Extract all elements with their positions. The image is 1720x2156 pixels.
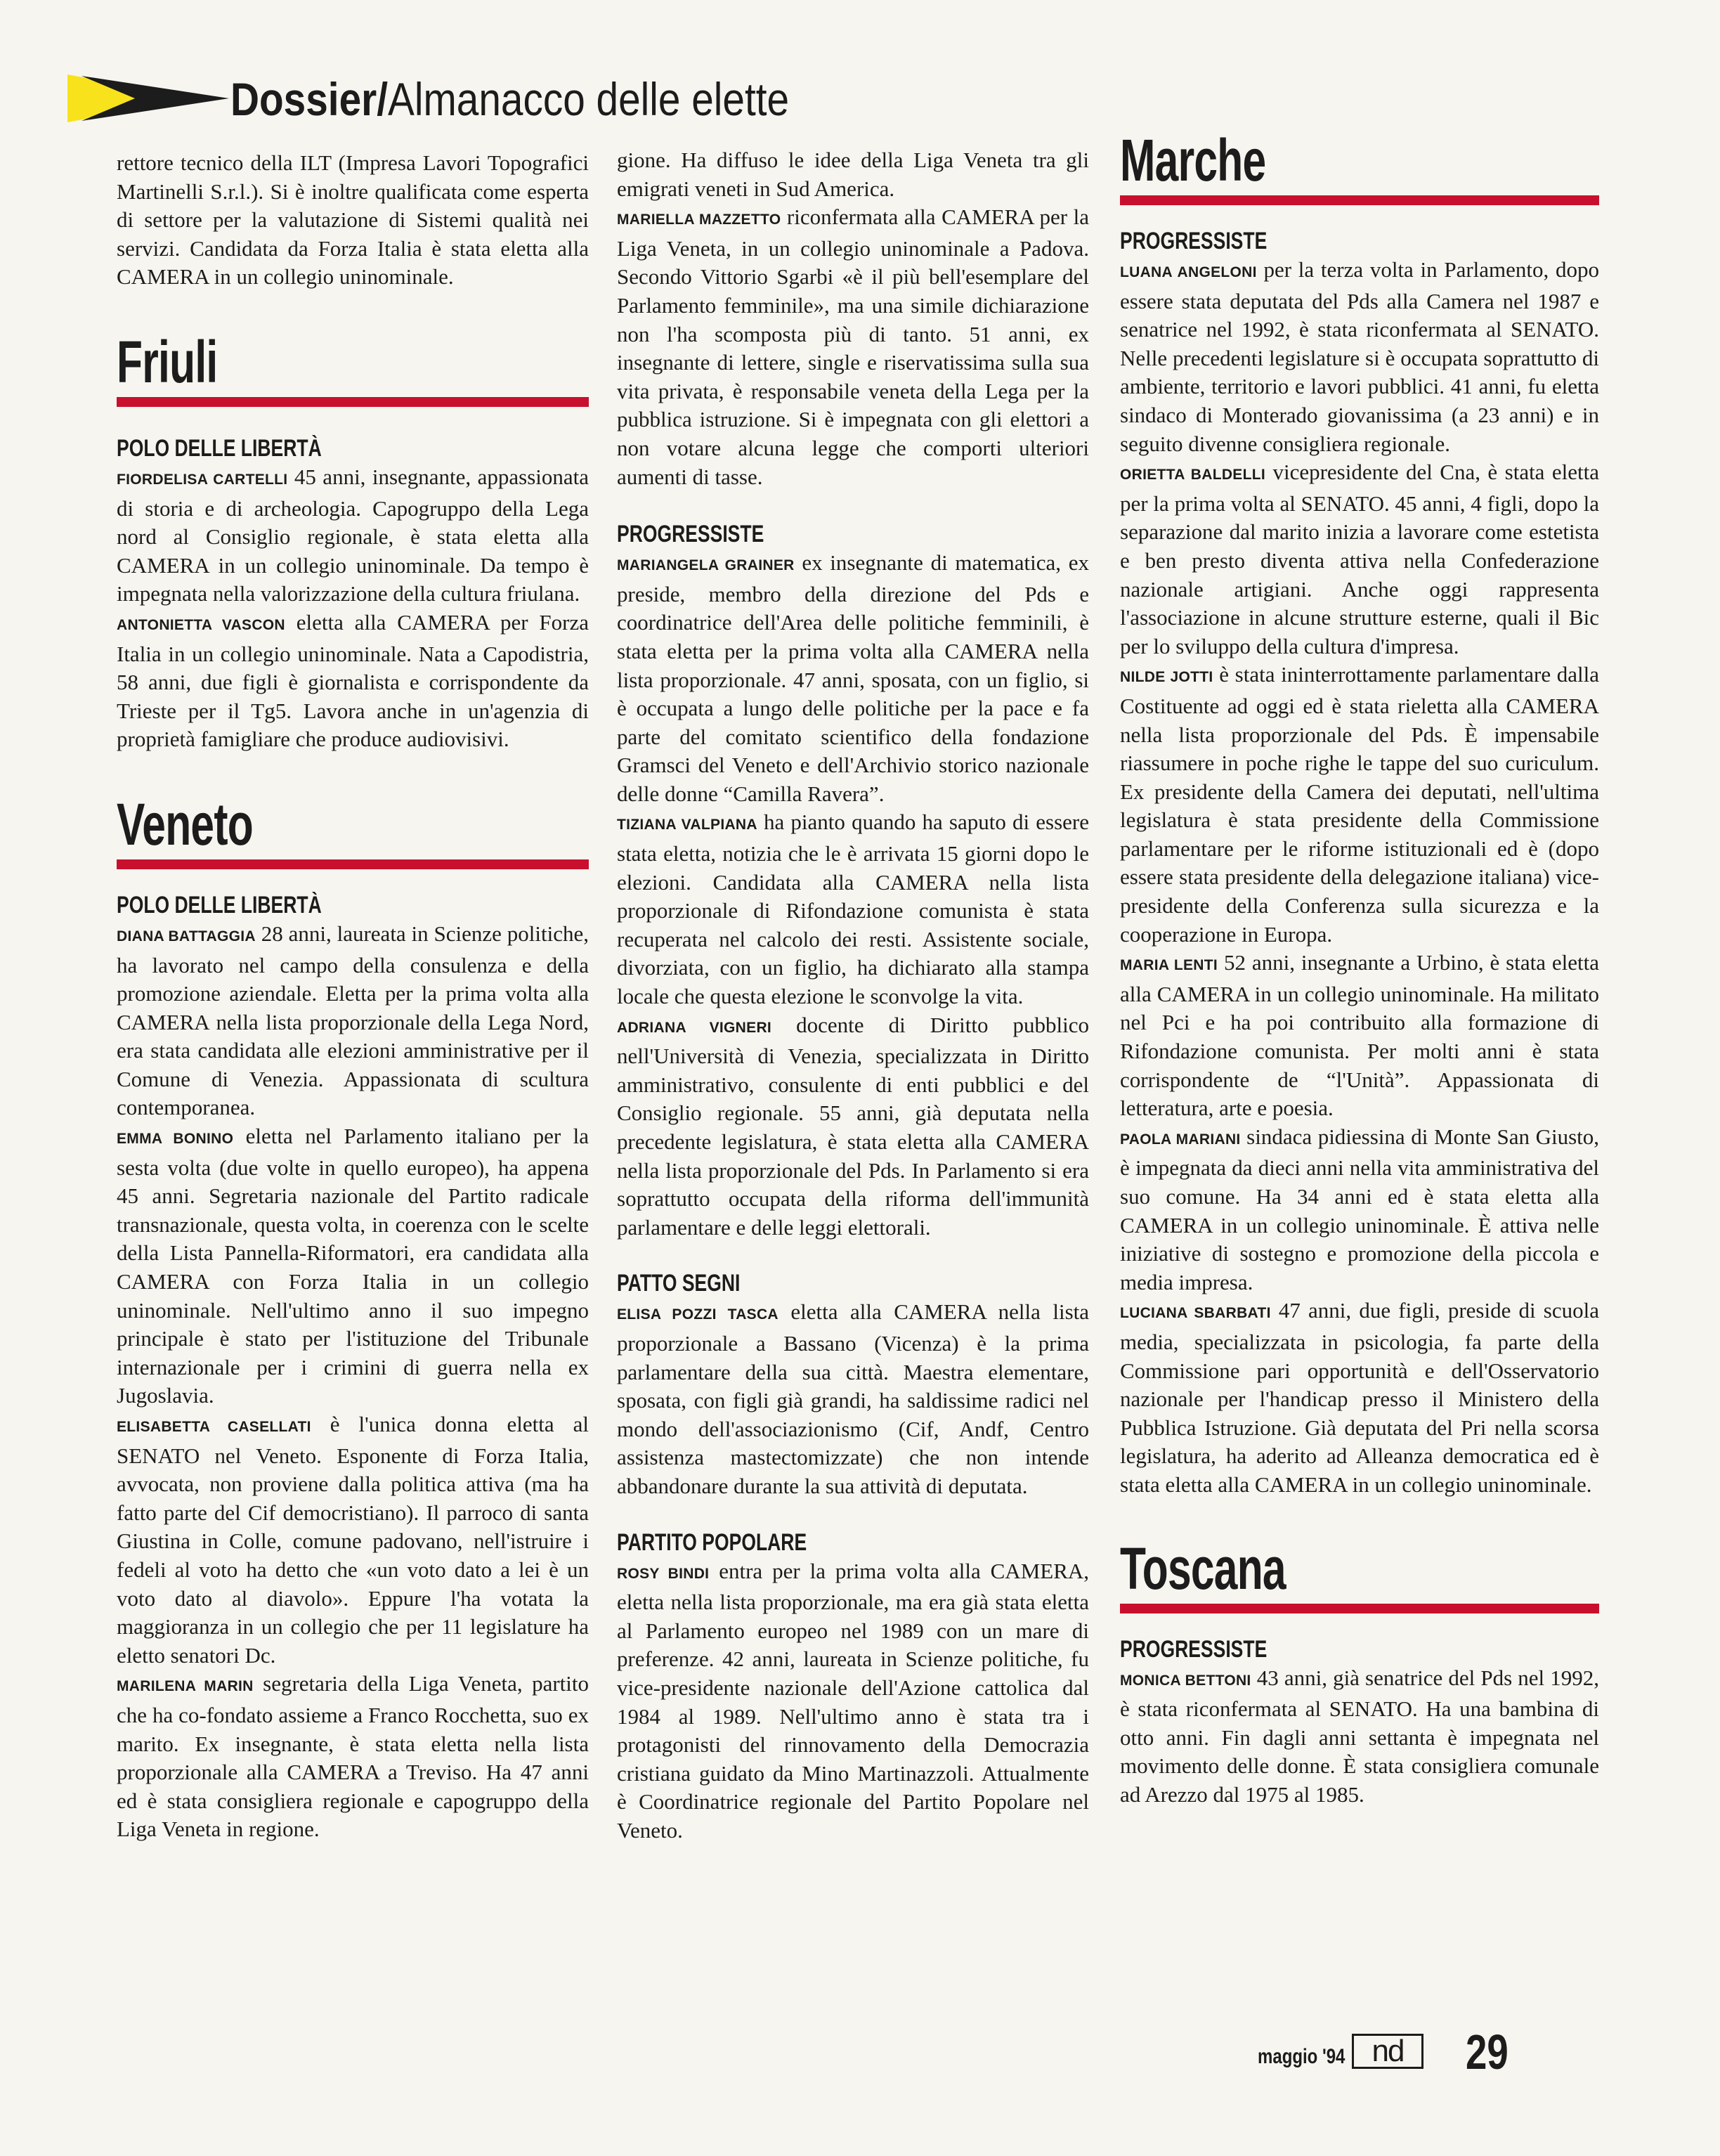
entry-name: LUCIANA SBARBATI: [1120, 1305, 1271, 1322]
page-header: [67, 62, 911, 139]
entry: LUANA ANGELONI per la terza volta in Parlamento, dopo essere stata deputata del Pds alla Camera nel 1987 e senatrice nel 1992, è stata riconfermata al SENATO. Nelle precedenti legislature si è occupata soprattutto di ambiente, territorio e lavori pubblici. 41 anni, fu eletta sindaco di Monterado giovanissima (a 23 anni) e in seguito divenne consigliera regionale.: [1120, 257, 1599, 456]
entry-name: FIORDELISA CARTELLI: [117, 471, 288, 488]
column-1: [117, 149, 589, 1844]
region-rule: [117, 397, 589, 407]
column-2: [617, 146, 1089, 1845]
party-heading: POLO DELLE LIBERTÀ: [117, 891, 322, 918]
entry: NILDE JOTTI è stata ininterrottamente parlamentare dalla Costituente ad oggi ed è stata rieletta alla CAMERA nella lista proporzionale del Pds. È impensabile riassumere in poche righe le tappe del suo curiculum. Ex presidente della Camera dei deputati, nell'ultima legislatura è stata presidente della Commissione parlamentare per le riforme istituzionali ed è (dopo essere stata presidente della delegazione italiana) vice-presidente della Conferenza sulla sicurezza e la cooperazione in Europa.: [1120, 662, 1599, 947]
entry: ELISA POZZI TASCA eletta alla CAMERA nella lista proporzionale a Bassano (Vicenza) è la prima parlamentare della sua città. Maestra elementare, sposata, con figli già grandi, ha saldissime radici nel mondo dell'associazionismo (Cif, Andf, Centro assistenza mastectomizzate) che non intende abbandonare durante la sua attività di deputata.: [617, 1299, 1090, 1498]
entry-name: DIANA BATTAGGIA: [117, 928, 256, 944]
party-heading: POLO DELLE LIBERTÀ: [117, 434, 322, 462]
entry-name: TIZIANA VALPIANA: [617, 817, 757, 833]
entry: ADRIANA VIGNERI docente di Diritto pubblico nell'Università di Venezia, specializzata in Diritto amministrativo, consulente di enti pubblici e del Consiglio regionale. 55 anni, già deputata nella precedente legislatura, è stata eletta alla CAMERA nella lista proporzionale del Pds. In Parlamento si era soprattutto occupata della riforma dell'immunità parlamentare e delle leggi elettorali.: [617, 1012, 1090, 1240]
entry-name: PAOLA MARIANI: [1120, 1131, 1241, 1148]
entry: ELISABETTA CASELLATI è l'unica donna eletta al SENATO nel Veneto. Esponente di Forza Italia, avvocata, non proviene dalla politica attiva (ma ha fatto parte del Cif democristiano). Il parroco di santa Giustina in Colle, comune padovano, nell'istruire i fedeli al voto ha detto che «un voto dato a lei è un voto dato al diavolo». Eppure l'ha votata la maggioranza in un collegio che per 11 legislature ha eletto senatori Dc.: [117, 1412, 589, 1668]
issue-date: maggio '94: [1258, 2045, 1346, 2068]
entry-name: ROSY BINDI: [617, 1565, 710, 1582]
entry: TIZIANA VALPIANA ha pianto quando ha saputo di essere stata eletta, notizia che le è arrivata 15 giorni dopo le elezioni. Candidata alla CAMERA nella lista proporzionale di Rifondazione comunista è stata recuperata nel calcolo dei resti. Assistente sociale, divorziata, con un figlio, ha dichiarato alla stampa locale che questa elezione le sconvolge la vita.: [617, 810, 1089, 1009]
entry: ROSY BINDI entra per la prima volta alla CAMERA, eletta nella lista proporzionale, ma era già stata eletta al Parlamento europeo nel 1989 con un mare di preferenze. 42 anni, laureata in Scienze politiche, fu vice-presidente nazionale dell'Azione cattolica dal 1984 al 1989. Nell'ultimo anno è stata tra i protagonisti del rinnovamento della Democrazia cristiana guidato da Mino Martinazzoli. Attualmente è Coordinatrice regionale del Partito Popolare nel Veneto.: [617, 1558, 1090, 1843]
entry: LUCIANA SBARBATI 47 anni, due figli, preside di scuola media, specializzata in psicologia, fa parte della Commissione pari opportunità e dell'Osservatorio nazionale per l'handicap presso il Ministero della Pubblica Istruzione. Già deputata del Pri nella scorsa legislatura, ha aderito ad Alleanza democratica ed è stata eletta alla CAMERA in un collegio uninominale.: [1120, 1298, 1599, 1497]
entry-name: MARIANGELA GRAINER: [617, 557, 795, 574]
entry-name: MARILENA MARIN: [117, 1678, 254, 1695]
page-footer: [1258, 2024, 1581, 2080]
entry-name: ELISABETTA CASELLATI: [117, 1419, 311, 1435]
entry-name: MARIA LENTI: [1120, 957, 1218, 974]
entry-name: MARIELLA MAZZETTO: [617, 212, 781, 228]
intro-paragraph: rettore tecnico della ILT (Impresa Lavori Topografici Martinelli S.r.l.). Si è inoltre qualificata come esperta di settore per la valutazione di Sistemi qualità nei servizi. Candidata da Forza Italia è stata eletta alla CAMERA in un collegio uninominale.: [117, 150, 589, 290]
entry-name: LUANA ANGELONI: [1120, 264, 1257, 280]
entry-name: MONICA BETTONI: [1120, 1672, 1251, 1689]
region-marche: [1120, 126, 1599, 205]
entry-name: ANTONIETTA VASCON: [117, 616, 285, 633]
intro-paragraph: gione. Ha diffuso le idee della Liga Veneta tra gli emigrati veneti in Sud America.: [617, 148, 1089, 201]
entry-name: ELISA POZZI TASCA: [617, 1306, 778, 1323]
entry: ORIETTA BALDELLI vicepresidente del Cna, è stata eletta per la prima volta al SENATO. 45 anni, 4 figli, dopo la separazione dal marito inizia a lavorare come estetista e ben presto diventa attiva nella Confederazione nazionale artigiani. Anche oggi rappresenta l'associazione in alcune strutture esterne, quali il Bic per lo sviluppo della cultura d'impresa.: [1120, 460, 1600, 658]
entry: MARIA LENTI 52 anni, insegnante a Urbino, è stata eletta alla CAMERA in un collegio uninominale. Ha militato nel Pci e ha poi contribuito alla formazione di Rifondazione comunista. Per molti anni è stata corrispondente de “l'Unità”. Appassionata di letteratura, arte e poesia.: [1120, 950, 1600, 1121]
region-rule: [117, 859, 589, 869]
region-title: Toscana: [1120, 1535, 1286, 1602]
entry: FIORDELISA CARTELLI 45 anni, insegnante, appassionata di storia e di archeologia. Capogruppo della Lega nord al Consiglio regionale, è stata eletta alla CAMERA in un collegio uninominale. Da tempo è impegnata nella valorizzazione della cultura friulana.: [117, 464, 589, 606]
page-number: 29: [1466, 2025, 1509, 2079]
entry-name: EMMA BONINO: [117, 1131, 234, 1148]
region-rule: [1120, 195, 1599, 205]
entry: MARIANGELA GRAINER ex insegnante di matematica, ex preside, membro della direzione del Pds e coordinatrice dell'Area delle politiche femminili, è stata eletta per la prima volta alla CAMERA nella lista proporzionale. 47 anni, sposata, con un figlio, si è occupata a lungo delle politiche per la pace e fa parte del comitato scientifico della fondazione Gramsci del Veneto e dell'Archivio storico nazionale delle donne “Camilla Ravera”.: [617, 550, 1089, 806]
party-heading: PARTITO POPOLARE: [617, 1528, 807, 1556]
column-3: [1120, 126, 1599, 1810]
region-rule: [1120, 1604, 1599, 1613]
entry: MARIELLA MAZZETTO riconfermata alla CAMERA per la Liga Veneta, in un collegio uninominale a Padova. Secondo Vittorio Sgarbi «è il più bell'esemplare del Parlamento femminile», ma una simile dichiarazione non l'ha scomposta più di tanto. 51 anni, ex insegnante di lettere, single e riservatissima sulla sua vita privata, è responsabile veneta della Lega per la pubblica istruzione. Si è impegnata con gli elettori a non votare alcuna legge che comporti ulteriori aumenti di tasse.: [617, 204, 1090, 489]
entry: ANTONIETTA VASCON eletta alla CAMERA per Forza Italia in un collegio uninominale. Nata a Capodistria, 58 anni, due figli è giornalista e corrispondente da Trieste per il Tg5. Lavora anche in un'agenzia di proprietà famigliare che produce audiovisivi.: [117, 609, 589, 752]
magazine-logo: nd: [1352, 2034, 1423, 2069]
region-friuli: [117, 328, 589, 407]
region-veneto: [117, 791, 589, 869]
party-heading: PROGRESSISTE: [617, 521, 764, 548]
entry: DIANA BATTAGGIA 28 anni, laureata in Scienze politiche, ha lavorato nel campo della consulenza e della promozione aziendale. Eletta per la prima volta alla CAMERA nella lista proporzionale della Lega Nord, era stata candidata alle elezioni amministrative per il Comune di Venezia. Appassionata di scultura contemporanea.: [117, 921, 589, 1120]
region-toscana: [1120, 1535, 1599, 1613]
entry-name: ADRIANA VIGNERI: [617, 1019, 772, 1036]
entry: PAOLA MARIANI sindaca pidiessina di Monte San Giusto, è impegnata da dieci anni nella vita amministrativa del suo comune. Ha 34 anni ed è stata eletta alla CAMERA in un collegio uninominale. È attiva nelle iniziative di sostegno e promozione della piccola e media impresa.: [1120, 1124, 1599, 1294]
party-heading: PROGRESSISTE: [1120, 1635, 1268, 1663]
entry-name: NILDE JOTTI: [1120, 669, 1213, 686]
page-title: Dossier/Almanacco delle elette: [230, 73, 790, 125]
arrow-icon: [67, 73, 229, 124]
region-title: Marche: [1120, 127, 1266, 193]
region-title: Veneto: [117, 791, 253, 857]
party-heading: PROGRESSISTE: [1120, 228, 1268, 254]
region-title: Friuli: [117, 328, 218, 395]
entry: MONICA BETTONI 43 anni, già senatrice del Pds nel 1992, è stata riconfermata al SENATO. Ha una bambina di otto anni. Fin dagli anni settanta è impegnata nel movimento delle donne. È stata consigliera comunale ad Arezzo dal 1975 al 1985.: [1120, 1665, 1599, 1807]
entry-name: ORIETTA BALDELLI: [1120, 467, 1265, 483]
party-heading: PATTO SEGNI: [617, 1270, 741, 1297]
entry: EMMA BONINO eletta nel Parlamento italiano per la sesta volta (due volte in quello europeo), ha appena 45 anni. Segretaria nazionale del Partito radicale transnazionale, questa volta, in coerenza con le scelte della Lista Pannella-Riformatori, era candidata alla CAMERA con Forza Italia in un collegio uninominale. Nell'ultimo anno il suo impegno principale è stato per l'istituzione del Tribunale internazionale per i crimini di guerra nella ex Jugoslavia.: [117, 1124, 589, 1408]
entry: MARILENA MARIN segretaria della Liga Veneta, partito che ha co-fondato assieme a Franco Rocchetta, suo ex marito. Ex insegnante, è stata eletta nella lista proporzionale alla CAMERA a Treviso. Ha 47 anni ed è stata consigliera regionale e capogruppo della Liga Veneta in regione.: [117, 1671, 589, 1842]
